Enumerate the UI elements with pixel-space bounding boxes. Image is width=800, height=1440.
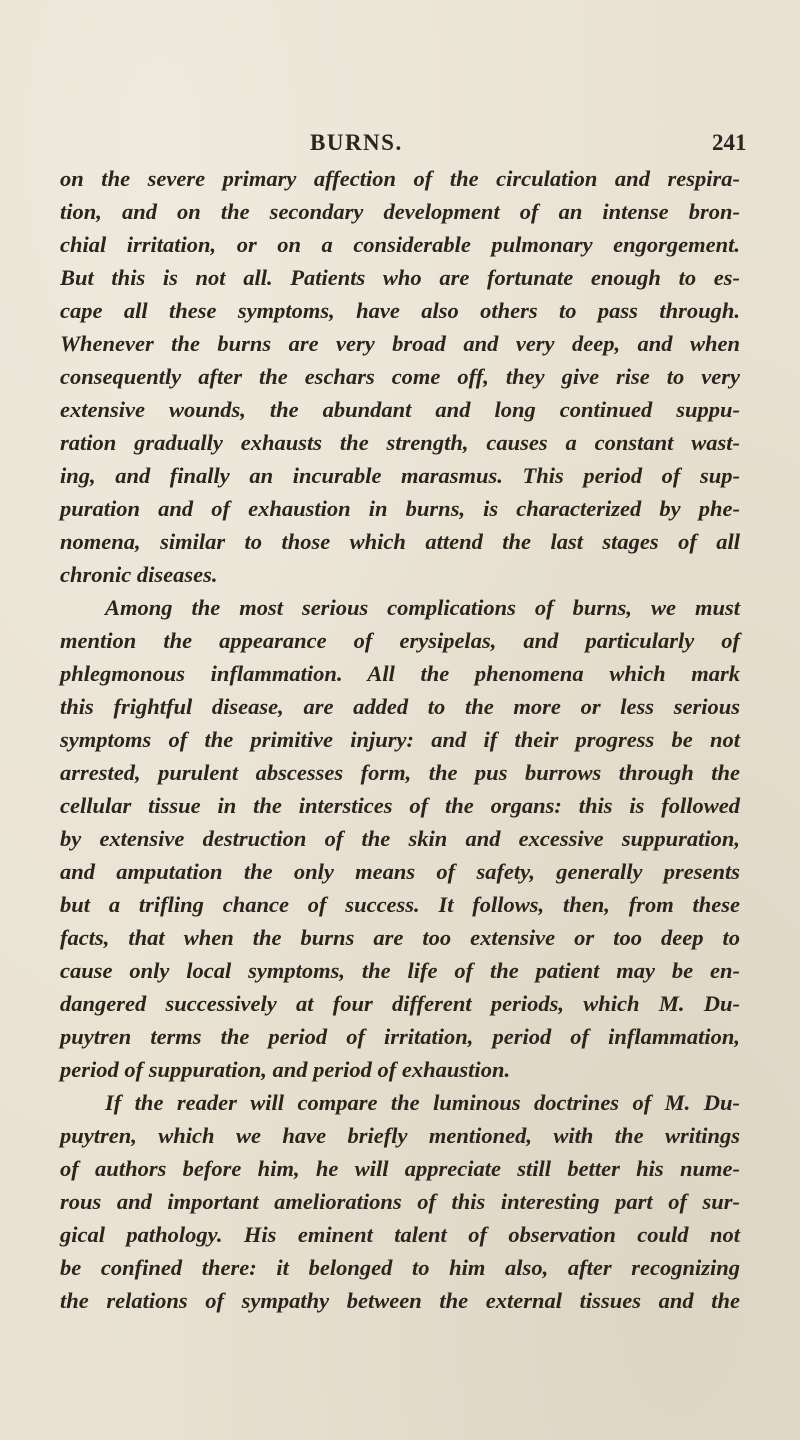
text-line: Whenever the burns are very broad and very deep, and when xyxy=(60,331,740,356)
text-line: on the severe primary affection of the circulation and respira- xyxy=(60,166,740,191)
text-line: be confined there: it belonged to him also, after recognizing xyxy=(60,1255,740,1280)
text-line: ration gradually exhausts the strength, causes a constant wast- xyxy=(60,430,740,455)
paragraph-first-line: Among the most serious complications of burns, we must xyxy=(105,595,740,620)
text-line: dangered successively at four different periods, which M. Du- xyxy=(60,991,740,1016)
text-line: of authors before him, he will appreciate still better his nume- xyxy=(60,1156,740,1181)
running-head xyxy=(0,130,800,160)
text-line: But this is not all. Patients who are fortunate enough to es- xyxy=(60,265,740,290)
text-line: but a trifling chance of success. It follows, then, from these xyxy=(60,892,740,917)
text-line: nomena, similar to those which attend the last stages of all xyxy=(60,529,740,554)
text-line: by extensive destruction of the skin and excessive suppuration, xyxy=(60,826,740,851)
running-title: BURNS. xyxy=(310,130,403,155)
text-line: gical pathology. His eminent talent of observation could not xyxy=(60,1222,740,1247)
text-line: rous and important ameliorations of this interesting part of sur- xyxy=(60,1189,740,1214)
text-line: symptoms of the primitive injury: and if their progress be not xyxy=(60,727,740,752)
text-line: chronic diseases. xyxy=(60,562,218,587)
text-line: puytren, which we have briefly mentioned, with the writings xyxy=(60,1123,740,1148)
text-line: phlegmonous inflammation. All the phenomena which mark xyxy=(60,661,740,686)
text-line: consequently after the eschars come off, they give rise to very xyxy=(60,364,740,389)
text-line: mention the appearance of erysipelas, and particularly of xyxy=(60,628,740,653)
text-line: chial irritation, or on a considerable pulmonary engorgement. xyxy=(60,232,740,257)
text-line: ing, and finally an incurable marasmus. This period of sup- xyxy=(60,463,740,488)
text-line: cause only local symptoms, the life of the patient may be en- xyxy=(60,958,740,983)
text-line: cape all these symptoms, have also others to pass through. xyxy=(60,298,740,323)
text-line: tion, and on the secondary development of an intense bron- xyxy=(60,199,740,224)
text-line: facts, that when the burns are too extensive or too deep to xyxy=(60,925,740,950)
page-number: 241 xyxy=(712,130,747,155)
text-line: this frightful disease, are added to the more or less serious xyxy=(60,694,740,719)
text-line: puytren terms the period of irritation, period of inflammation, xyxy=(60,1024,740,1049)
text-line: period of suppuration, and period of exhaustion. xyxy=(60,1057,511,1082)
text-line: cellular tissue in the interstices of the organs: this is followed xyxy=(60,793,740,818)
text-line: the relations of sympathy between the external tissues and the xyxy=(60,1288,740,1313)
text-line: and amputation the only means of safety, generally presents xyxy=(60,859,740,884)
body-text xyxy=(60,162,740,1317)
text-line: puration and of exhaustion in burns, is characterized by phe- xyxy=(60,496,740,521)
text-line: extensive wounds, the abundant and long continued suppu- xyxy=(60,397,740,422)
text-line: arrested, purulent abscesses form, the pus burrows through the xyxy=(60,760,740,785)
paragraph-first-line: If the reader will compare the luminous doctrines of M. Du- xyxy=(105,1090,740,1115)
